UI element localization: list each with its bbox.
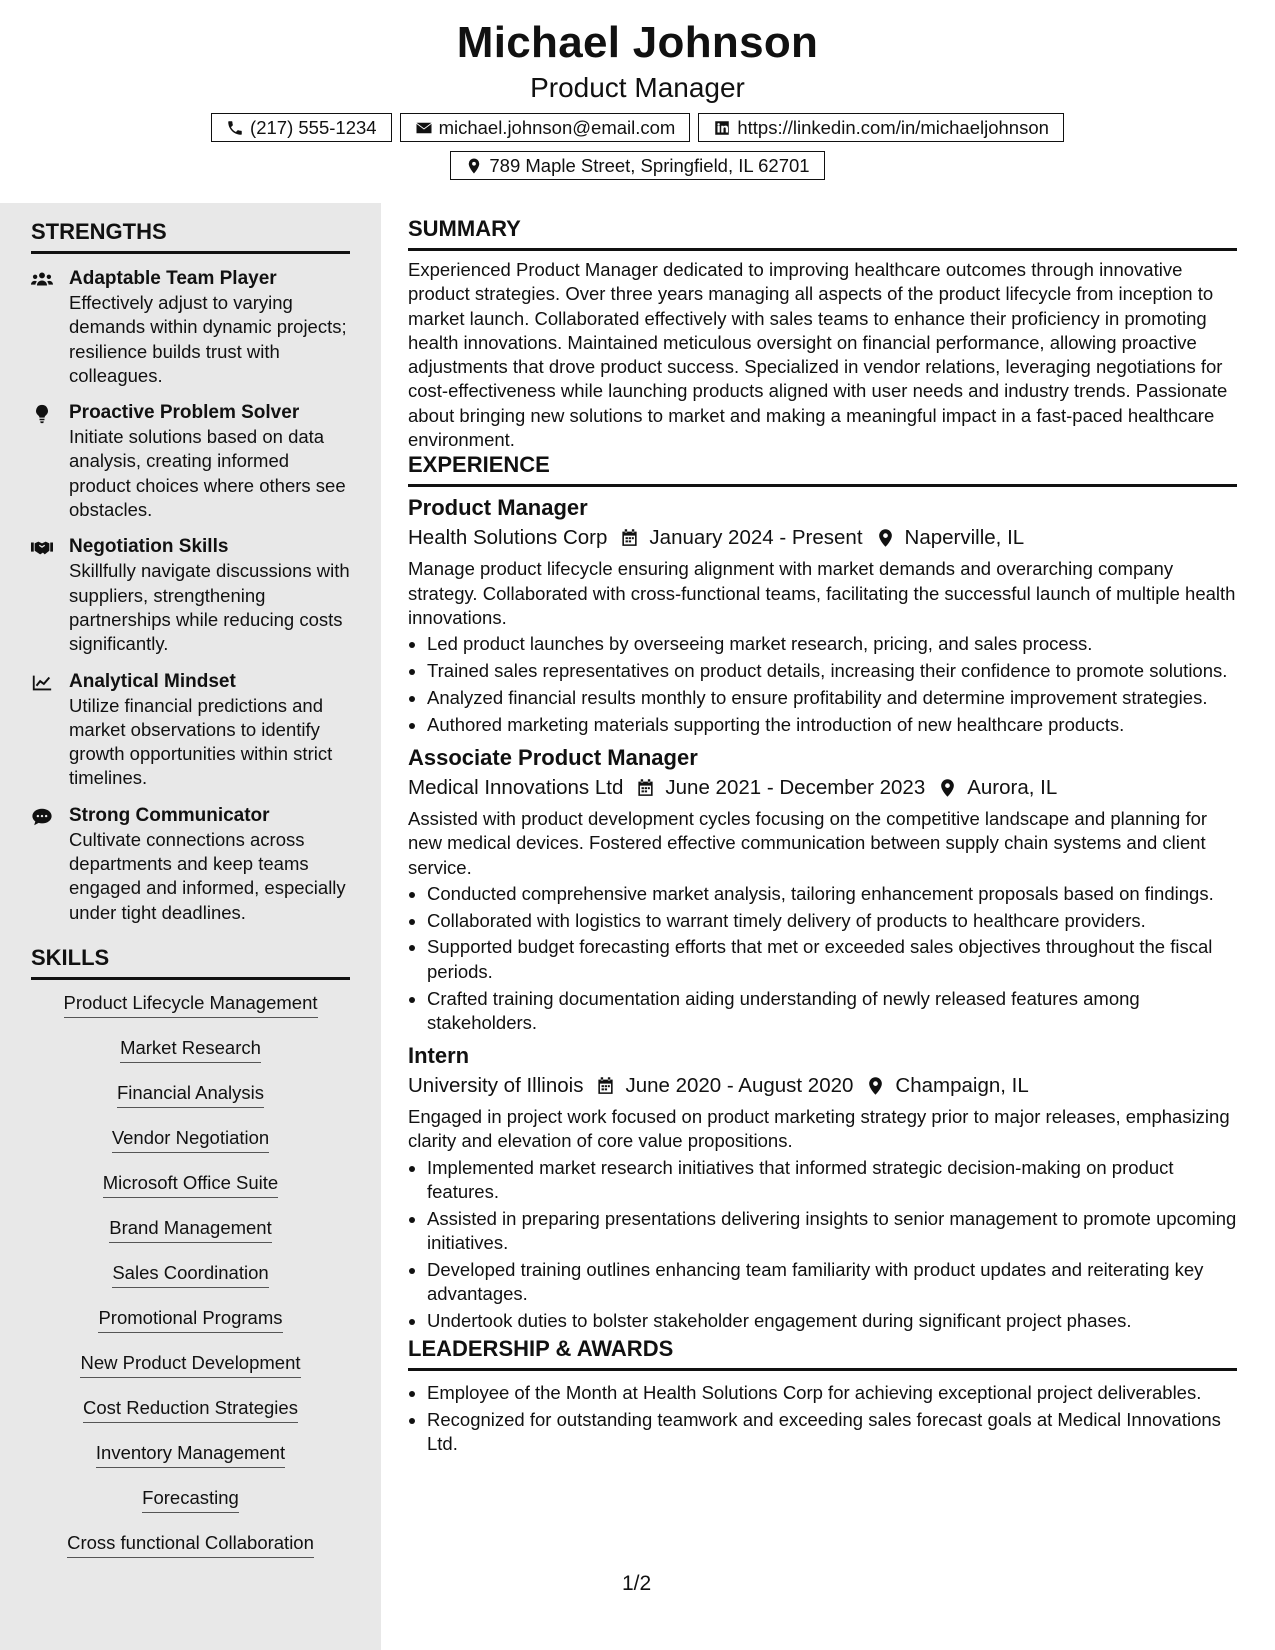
bullet-item: • Recognized for outstanding teamwork and exceeding sales forecast goals at Medical Innovations Ltd. [427,1408,1237,1457]
strength-title: Adaptable Team Player [69,268,277,289]
linkedin-text: https://linkedin.com/in/michaeljohnson [737,116,1049,138]
strength-desc: Skillfully navigate discussions with suppliers, strengthening partnerships while reducing costs significantly. [69,560,350,655]
job-description: Engaged in project work focused on product marketing strategy prior to major releases, emphasizing clarity and elevation of core value propositions. [408,1106,1230,1152]
job-company: Health Solutions Corp [408,526,608,550]
job-location: Champaign, IL [895,1074,1029,1098]
skill-tag: Microsoft Office Suite [103,1172,278,1198]
skill-tag: Product Lifecycle Management [64,992,318,1018]
map-pin-icon [876,528,895,548]
skill-tag: Cross functional Collaboration [67,1532,314,1558]
phone-icon [226,119,244,137]
lightbulb-icon [31,404,53,424]
job-company: Medical Innovations Ltd [408,775,624,799]
strength-item [31,401,350,522]
strength-desc: Effectively adjust to varying demands within dynamic projects; resilience builds trust with colleagues. [69,292,347,386]
chat-icon [31,807,53,827]
skill-tag: Financial Analysis [117,1082,264,1108]
phone-chip[interactable] [211,113,392,142]
job-dates: June 2021 - December 2023 [665,775,926,799]
strengths-heading: STRENGTHS [31,219,350,254]
handshake-icon [31,538,53,558]
skill-tag: Vendor Negotiation [112,1127,269,1153]
address-chip [450,151,824,180]
skill-tag: Sales Coordination [112,1262,268,1288]
strength-title: Negotiation Skills [69,536,229,558]
linkedin-icon [713,119,731,137]
skill-tag: Forecasting [142,1487,239,1513]
contact-row [0,113,1275,142]
job-entry [408,745,1237,1035]
bullet-item: • Trained sales representatives on product details, increasing their confidence to promote solutions. [427,659,1237,683]
bullet-item: • Supported budget forecasting efforts that met or exceeded sales objectives throughout the fiscal periods. [427,935,1237,984]
calendar-icon [620,528,639,548]
skill-tag: Cost Reduction Strategies [83,1397,298,1423]
job-entry [408,1043,1237,1333]
job-meta [408,526,1237,550]
skills-heading: SKILLS [31,945,350,980]
email-text: michael.johnson@email.com [438,116,676,138]
bullet-item: • Developed training outlines enhancing team familiarity with product updates and reiterating key advantages. [427,1258,1237,1307]
bullet-item: • Collaborated with logistics to warrant timely delivery of products to healthcare providers. [427,909,1237,933]
bullet-item: • Analyzed financial results monthly to ensure profitability and determine improvement strategies. [427,686,1237,710]
bullet-item: • Conducted comprehensive market analysis, tailoring enhancement proposals based on findings. [427,882,1237,906]
candidate-name: Michael Johnson [456,18,819,67]
team-icon [31,270,53,290]
strength-title: Strong Communicator [69,804,270,826]
main-column [408,216,1237,1459]
phone-text: (217) 555-1234 [250,116,377,138]
leadership-heading: LEADERSHIP & AWARDS [408,1336,1237,1371]
job-meta [408,776,1237,800]
bullet-item: • Authored marketing materials supporting the introduction of new healthcare products. [427,713,1237,737]
skills-list [31,992,350,1577]
summary-text: Experienced Product Manager dedicated to improving healthcare outcomes through innovative product strategies. Over three years managing all aspects of the product lifecycle from inception to market launch. Collaborated effectively with sales teams to enhance their proficiency in promoting health innovations. Maintained meticulous oversight on financial performance, allowing proactive adjustments that drove product success. Specialized in vendor relations, leveraging negotiations for cost-effectiveness while launching products aligned with user needs and industry trends. Passionate about bringing new solutions to market and making a meaningful impact in a fast-paced healthcare environment. [408,259,1228,451]
strength-desc: Initiate solutions based on data analysis, creating informed product choices where others see obstacles. [69,426,346,521]
strength-title: Analytical Mindset [69,670,236,692]
bullet-item: • Led product launches by overseeing market research, pricing, and sales process. [427,632,1237,656]
skill-tag: New Product Development [80,1352,300,1378]
strength-item [31,267,350,388]
job-bullets [408,632,1237,737]
sidebar [0,203,381,1650]
bullet-item: • Crafted training documentation aiding understanding of newly released features among stakeholders. [427,987,1237,1036]
job-location: Naperville, IL [904,526,1025,550]
job-title: Intern [408,1043,470,1069]
job-dates: June 2020 - August 2020 [625,1074,854,1098]
job-dates: January 2024 - Present [649,526,863,550]
job-title: Product Manager [408,495,588,521]
job-meta [408,1074,1237,1098]
skill-tag: Inventory Management [96,1442,285,1468]
strength-item [31,670,350,791]
job-location: Aurora, IL [967,775,1058,799]
calendar-icon [596,1076,615,1096]
bullet-item: • Employee of the Month at Health Solutions Corp for achieving exceptional project deliverables. [427,1381,1237,1405]
job-bullets [408,1156,1237,1334]
address-text: 789 Maple Street, Springfield, IL 62701 [489,154,810,176]
bullet-item: • Undertook duties to bolster stakeholder engagement during significant project phases. [427,1309,1237,1333]
skill-tag: Market Research [120,1037,261,1063]
candidate-title: Product Manager [530,72,745,103]
email-chip[interactable] [400,113,691,142]
strength-item [31,804,350,925]
map-pin-icon [465,157,483,175]
job-bullets [408,882,1237,1035]
bullet-item: • Assisted in preparing presentations delivering insights to senior management to promote upcoming initiatives. [427,1207,1237,1256]
strength-desc: Cultivate connections across departments and keep teams engaged and informed, especially under tight deadlines. [69,828,346,923]
job-description: Manage product lifecycle ensuring alignment with market demands and overarching company strategy. Collaborated with cross-functional teams, facilitating the successful launch of multiple health innovations. [408,558,1236,628]
job-description: Assisted with product development cycles focusing on the competitive landscape and planning for new medical devices. Fostered effective communication between supply chain systems and client service. [408,807,1208,878]
strength-title: Proactive Problem Solver [69,402,300,424]
bullet-item: • Implemented market research initiatives that informed strategic decision-making on product features. [427,1156,1237,1205]
chart-line-icon [31,673,53,693]
skill-tag: Promotional Programs [98,1307,282,1333]
summary-heading: SUMMARY [408,216,1237,251]
strength-desc: Utilize financial predictions and market observations to identify growth opportunities within strict timelines. [69,694,333,789]
address-row [0,151,1275,180]
map-pin-icon [866,1076,885,1096]
page-number: 1/2 [622,1572,652,1595]
envelope-icon [415,119,433,137]
skill-tag: Brand Management [109,1217,272,1243]
calendar-icon [636,778,655,798]
linkedin-chip[interactable] [698,113,1064,142]
experience-heading: EXPERIENCE [408,452,1237,487]
job-entry [408,495,1237,737]
job-title: Associate Product Manager [408,744,698,770]
job-company: University of Illinois [408,1074,584,1098]
strength-item [31,535,350,656]
leadership-bullets [408,1381,1237,1456]
map-pin-icon [938,778,957,798]
